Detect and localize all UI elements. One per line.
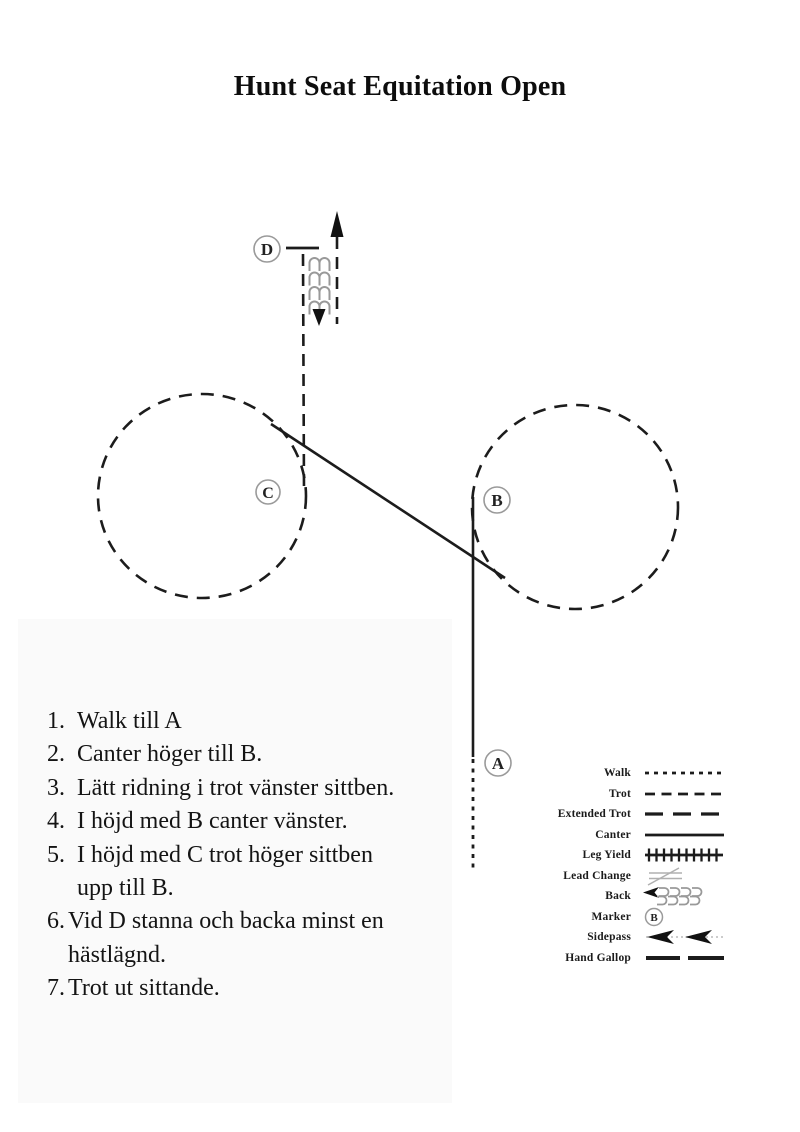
marker-c: [256, 480, 280, 504]
legend-marker-letter: B: [650, 911, 658, 924]
legend: [540, 763, 730, 968]
legend-row-extended-trot: [540, 804, 730, 825]
legend-label: Marker: [591, 910, 631, 923]
instruction-text: Lätt ridning i trot vänster sittben.: [77, 774, 395, 801]
instruction-number: 6.: [47, 908, 65, 935]
sidepass-arrow-icon: [647, 930, 674, 944]
legend-label: Lead Change: [563, 869, 631, 882]
page-title: Hunt Seat Equitation Open: [233, 71, 567, 102]
instruction-number: 2.: [47, 741, 65, 768]
instruction-number: 5.: [47, 841, 65, 868]
instruction-7: [47, 972, 467, 1005]
legend-row-leg-yield: [540, 845, 730, 866]
legend-row-canter: [540, 825, 730, 846]
legend-row-hand-gallop: [540, 948, 730, 969]
instruction-6: [47, 905, 467, 972]
legend-label: Sidepass: [587, 931, 631, 944]
marker-c-letter: C: [262, 485, 274, 502]
legend-row-back: [540, 886, 730, 907]
instruction-4: [47, 805, 467, 838]
instruction-text: Trot ut sittande.: [68, 975, 220, 1002]
instruction-number: 1.: [47, 708, 65, 734]
instruction-1: [47, 705, 467, 738]
marker-b-letter: B: [491, 491, 503, 510]
instruction-number: 4.: [47, 808, 65, 835]
legend-label: Hand Gallop: [565, 951, 631, 964]
legend-row-trot: [540, 784, 730, 805]
marker-d-letter: D: [260, 240, 274, 259]
hand-gallop-sample: [643, 946, 728, 970]
instruction-number: 7.: [47, 975, 65, 1002]
marker-a-letter: A: [491, 754, 505, 773]
legend-row-walk: [540, 763, 730, 784]
legend-label: Leg Yield: [582, 849, 631, 862]
instruction-number: 3.: [47, 774, 65, 801]
trot-to-d-path: [303, 254, 304, 492]
instruction-5: [47, 839, 467, 906]
legend-row-marker: [540, 907, 730, 928]
legend-row-sidepass: [540, 927, 730, 948]
instruction-text: Canter höger till B.: [77, 741, 263, 768]
legend-label: Trot: [608, 787, 631, 800]
marker-b: [484, 487, 510, 513]
exit-up-arrow-icon: [331, 211, 344, 237]
instruction-text: I höjd med B canter vänster.: [77, 808, 348, 835]
legend-label: Extended Trot: [557, 808, 631, 821]
legend-label: Walk: [603, 767, 631, 780]
legend-label: Back: [605, 890, 631, 903]
back-symbol: [310, 258, 330, 315]
instruction-text-continued: hästlägnd.: [68, 941, 166, 968]
legend-row-lead-change: [540, 866, 730, 887]
back-left-arrow-icon: [643, 887, 659, 898]
legend-label: Canter: [595, 828, 631, 841]
instruction-list: [47, 705, 467, 1006]
instruction-2: [47, 738, 467, 771]
instruction-3: [47, 772, 467, 805]
instruction-text-continued: upp till B.: [77, 875, 174, 902]
back-down-arrow-icon: [313, 309, 326, 326]
instruction-text: Walk till A: [77, 708, 182, 734]
instruction-text: Vid D stanna och backa minst en: [68, 908, 384, 935]
marker-a: [485, 750, 511, 776]
instruction-text: I höjd med C trot höger sittben: [77, 841, 373, 868]
marker-d: [254, 236, 280, 262]
